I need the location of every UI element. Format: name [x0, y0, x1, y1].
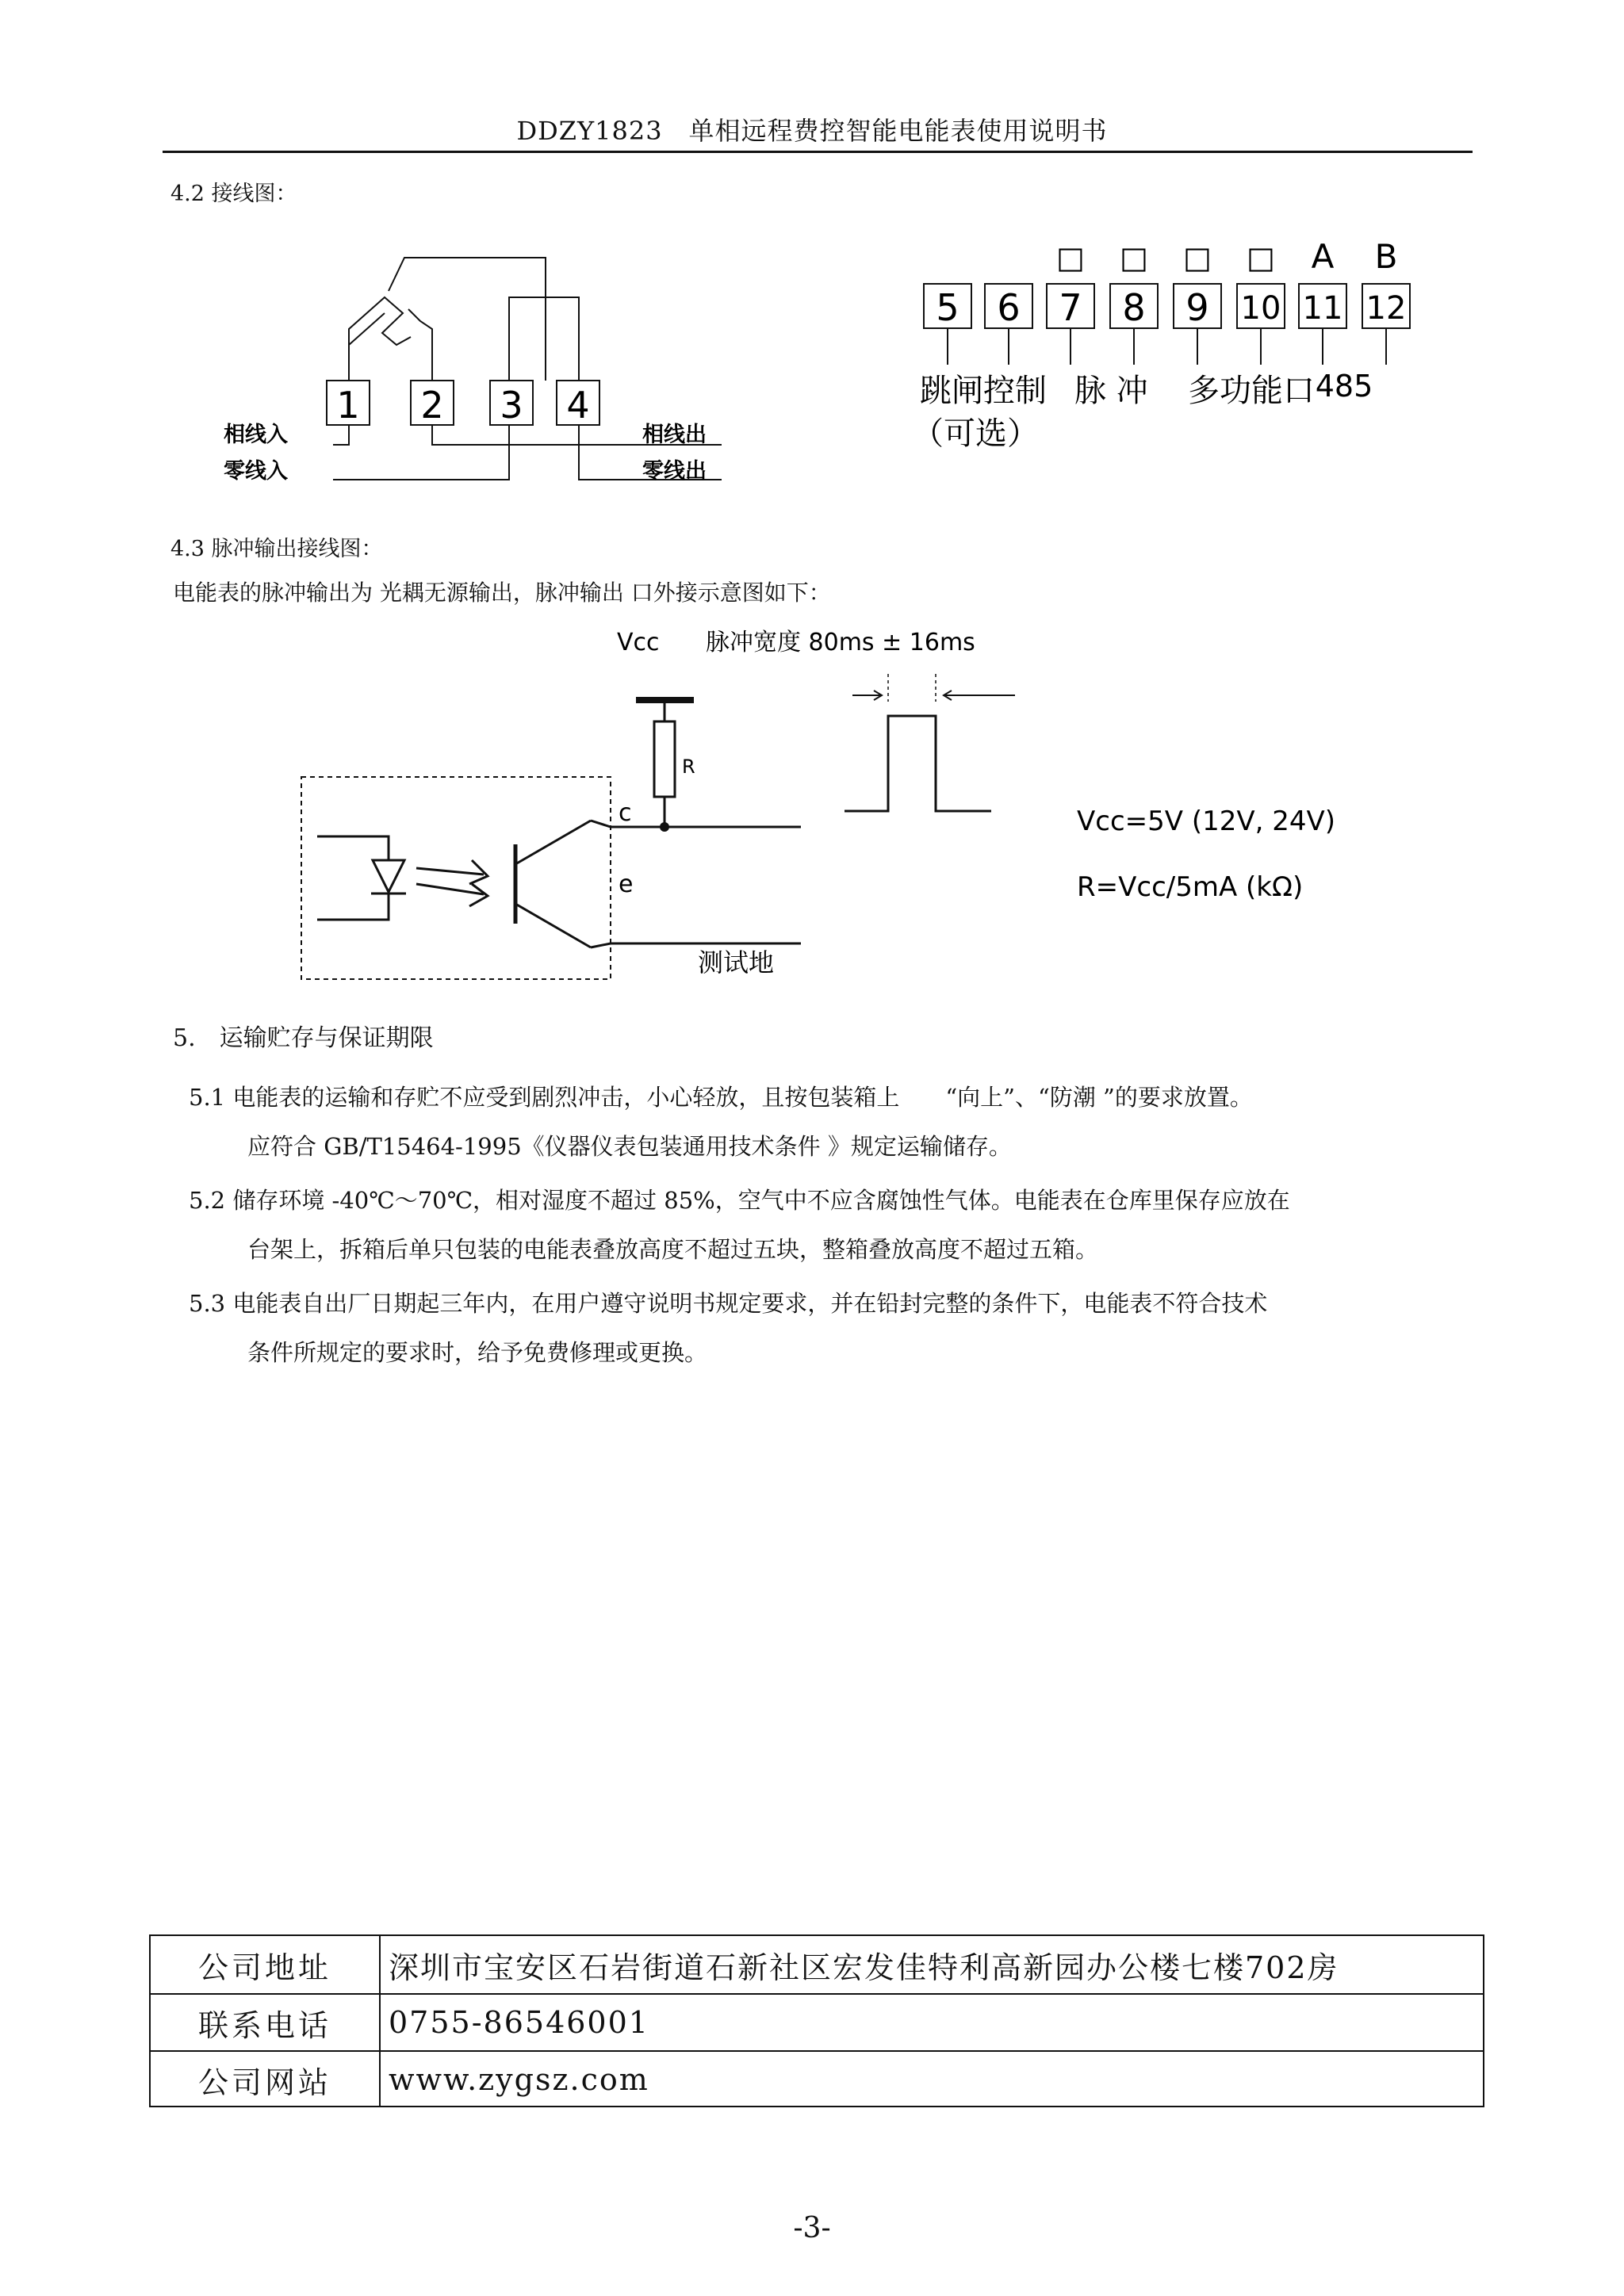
- section-4-2-heading: 4.2 接线图：: [170, 182, 297, 206]
- top-marker-B: B: [1374, 237, 1398, 276]
- top-marker-A: A: [1311, 237, 1335, 276]
- vcc-formula: Vcc=5V (12V, 24V): [1077, 806, 1336, 837]
- contact-row-address: [151, 1936, 1483, 1993]
- junction-dot: [660, 822, 669, 832]
- item-5-1-line-2: 应符合 GB/T15464-1995《仪器仪表包装通用技术条件 》规定运输储存。: [247, 1133, 1012, 1160]
- document-header-title: DDZY1823 单相远程费控智能电能表使用说明书: [516, 116, 1108, 146]
- top-marker-1: □: [1056, 240, 1085, 275]
- top-marker-2: □: [1120, 240, 1148, 275]
- section-4-3-heading: 4.3 脉冲输出接线图：: [170, 537, 383, 561]
- contact-row-website: [151, 2050, 1483, 2107]
- collector-label: c: [619, 799, 632, 827]
- item-5-1-line-1: 5.1 电能表的运输和存贮不应受到剧烈冲击，小心轻放，且按包装箱上 “向上”、“防潮 ”的要求放置。: [189, 1084, 1253, 1111]
- emitter-label: e: [619, 871, 634, 898]
- neutral-in-label: 零线入: [224, 459, 288, 484]
- terminal-label-8: 8: [1122, 286, 1146, 329]
- item-5-2-line-2: 台架上，拆箱后单只包装的电能表叠放高度不超过五块，整箱叠放高度不超过五箱。: [247, 1236, 1099, 1263]
- terminal-label-1: 1: [336, 384, 360, 427]
- terminal-label-6: 6: [997, 286, 1021, 329]
- item-5-3-line-1: 5.3 电能表自出厂日期起三年内，在用户遵守说明书规定要求，并在铅封完整的条件下，电能表不符合技术: [189, 1290, 1268, 1317]
- item-5-2-line-1: 5.2 储存环境 -40℃～70℃，相对湿度不超过 85%，空气中不应含腐蚀性气体。电能表在仓库里保存应放在: [189, 1187, 1290, 1214]
- section-5-heading: 5. 运输贮存与保证期限: [173, 1024, 434, 1052]
- terminal-label-12: 12: [1365, 290, 1407, 327]
- pulse-output-circuit-diagram: [285, 622, 1388, 1003]
- contact-info-table: [149, 1934, 1484, 2107]
- terminal-label-4: 4: [566, 384, 590, 427]
- resistor-formula: R=Vcc/5mA (kΩ): [1077, 871, 1304, 903]
- multifunction-port-label: 多功能口: [1188, 373, 1315, 409]
- phone-label: 联系电话: [151, 1995, 381, 2050]
- item-5-3-line-2: 条件所规定的要求时，给予免费修理或更换。: [247, 1339, 708, 1366]
- phase-out-label: 相线出: [642, 423, 707, 447]
- trip-control-label: 跳闸控制: [920, 373, 1047, 409]
- main-wiring-diagram: [214, 242, 737, 503]
- terminal-label-2: 2: [420, 384, 444, 427]
- resistor-label: R: [682, 756, 695, 778]
- rs485-label: 485: [1315, 369, 1373, 404]
- pulse-label: 脉 冲: [1074, 373, 1148, 409]
- terminal-label-10: 10: [1240, 290, 1281, 327]
- terminal-label-5: 5: [936, 286, 959, 329]
- top-marker-4: □: [1247, 240, 1275, 275]
- phone-value: 0755-86546001: [389, 2005, 649, 2040]
- optional-label: （可选）: [912, 415, 1039, 452]
- neutral-out-label: 零线出: [642, 459, 707, 484]
- terminal-label-9: 9: [1185, 286, 1209, 329]
- phase-in-label: 相线入: [224, 423, 288, 447]
- contact-row-phone: [151, 1993, 1483, 2050]
- address-label: 公司地址: [151, 1936, 381, 1993]
- terminal-label-11: 11: [1302, 290, 1343, 327]
- website-label: 公司网站: [151, 2052, 381, 2107]
- terminal-label-7: 7: [1059, 286, 1082, 329]
- section-4-3-intro: 电能表的脉冲输出为 光耦无源输出，脉冲输出 口外接示意图如下：: [173, 580, 831, 606]
- page-number: -3-: [793, 2212, 831, 2244]
- terminal-label-3: 3: [500, 384, 523, 427]
- header-rule: [163, 151, 1473, 153]
- vcc-label: Vcc: [617, 629, 660, 656]
- website-value: www.zygsz.com: [389, 2062, 649, 2097]
- test-ground-label: 测试地: [698, 947, 775, 978]
- address-value: 深圳市宝安区石岩街道石新社区宏发佳特利高新园办公楼七楼702房: [389, 1950, 1339, 1985]
- top-marker-3: □: [1183, 240, 1212, 275]
- auxiliary-terminal-diagram: [912, 230, 1443, 476]
- pulse-width-label: 脉冲宽度 80ms ± 16ms: [706, 629, 975, 656]
